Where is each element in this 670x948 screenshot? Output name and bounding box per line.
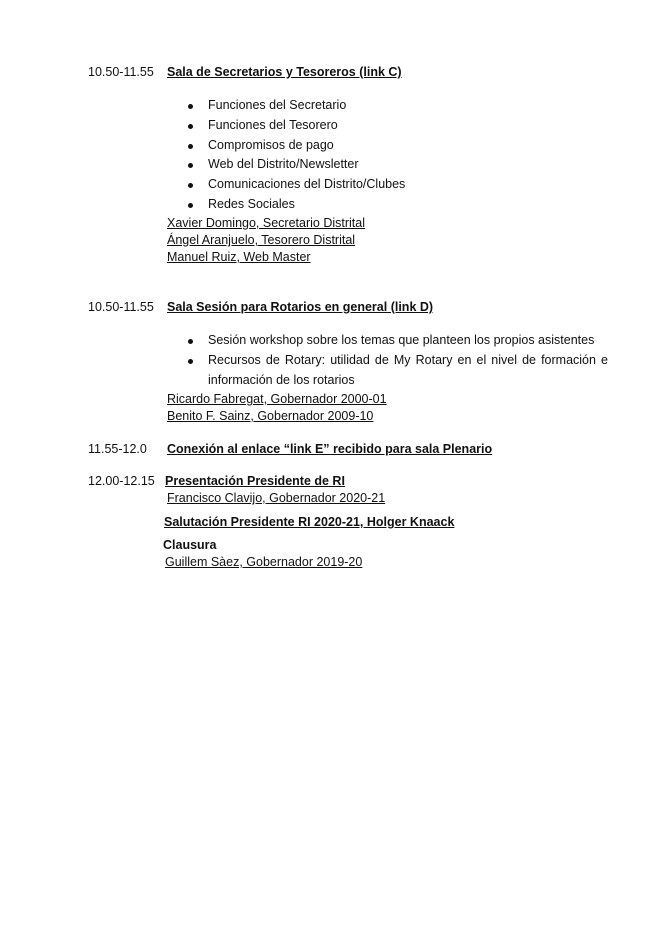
list-item-text: Sesión workshop sobre los temas que planteen los propios asistentes [208,333,595,347]
closing-time: 12.00-12.15 [88,474,155,488]
list-item-text: Funciones del Tesorero [208,118,338,132]
bullet-icon [188,104,193,109]
bullet-icon [188,359,193,364]
list-item-text: Compromisos de pago [208,138,334,152]
session-d-time: 10.50-11.55 [88,300,154,314]
bullet-icon [188,124,193,129]
list-item-text: Funciones del Secretario [208,98,347,112]
list-item-text-continued: información de los rotarios [208,373,355,387]
bullet-icon [188,203,193,208]
list-item-text: Recursos de Rotary: utilidad de My Rotary en el nivel de formación e [208,353,608,367]
speaker-name: Benito F. Sainz, Gobernador 2009-10 [167,409,374,423]
session-c-time: 10.50-11.55 [88,65,154,79]
salutation-title: Salutación Presidente RI 2020-21, Holger Knaack [164,515,455,529]
bullet-icon [188,183,193,188]
session-d-title: Sala Sesión para Rotarios en general (link D) [167,300,434,314]
speaker-name: Ricardo Fabregat, Gobernador 2000-01 [167,392,387,406]
bullet-icon [188,163,193,168]
clausura-person: Guillem Sàez, Gobernador 2019-20 [165,555,363,569]
bullet-icon [188,339,193,344]
session-c-title: Sala de Secretarios y Tesoreros (link C) [167,65,402,79]
connection-title: Conexión al enlace “link E” recibido para sala Plenario [167,442,493,456]
presenter-name: Francisco Clavijo, Gobernador 2020-21 [167,491,386,505]
speaker-name: Xavier Domingo, Secretario Distrital [167,216,365,230]
clausura-label: Clausura [163,538,217,552]
closing-title: Presentación Presidente de RI [165,474,345,488]
list-item-text: Web del Distrito/Newsletter [208,157,359,171]
list-item-text: Redes Sociales [208,197,295,211]
connection-time: 11.55-12.0 [88,442,147,456]
speaker-name: Ángel Aranjuelo, Tesorero Distrital [167,233,356,247]
list-item-text: Comunicaciones del Distrito/Clubes [208,177,406,191]
bullet-icon [188,144,193,149]
speaker-name: Manuel Ruiz, Web Master [167,250,311,264]
